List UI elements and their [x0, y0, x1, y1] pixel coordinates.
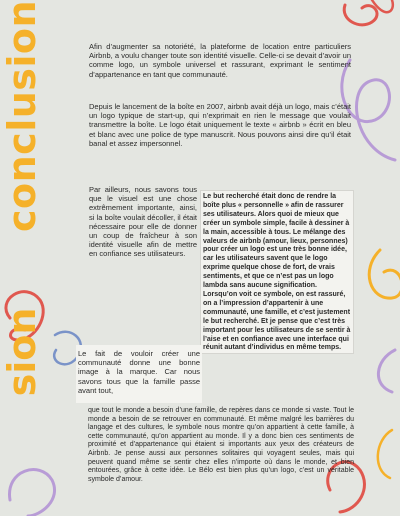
paragraph-visual: Par ailleurs, nous savons tous que le visuel est une chose extrêmement importante, ainsi, si la boîte voulait décoller, il était nécessaire pour elle de donner un coup de fraîcheur à son identité visuelle afin de mettre en confiance ses utilisateurs. — [89, 185, 197, 259]
yellow-right-doodle — [378, 430, 392, 478]
section-title: conclusion — [0, 0, 44, 232]
paragraph-goal: Le but recherché était donc de rendre la boîte plus « personnelle » afin de rassurer ses utilisateurs. Alors quoi de mieux que créer un symbole simple, facile à dessiner à la main, accessible à tous. Le mélange des valeurs de airbnb (amour, lieux, personnes) pour créer un logo est une très bonne idée, car les utilisateurs savent que le logo exprime quelque chose de fort, de vrais sentiments, et que ce n’est pas un logo lambda sans aucune signification. Lorsqu’on voit ce symbole, on est rassuré, on a l’impression d’appartenir à une communauté, une famille, et c’est justement le but recherché. Et je pense que c’est très important pour les utilisateurs de se sentir à l’aise et en confiance avec une interface qui réunit autant d’individus en même temps. — [203, 193, 351, 352]
paragraph-community: Le fait de vouloir créer une communauté donne une bonne image à la marque. Car nous savons tous que la famille passe avant tout, — [78, 349, 200, 395]
section-title-continued: sion — [0, 307, 44, 397]
red-curl-doodle — [344, 5, 377, 25]
yellow-loop-doodle — [369, 250, 400, 298]
paragraph-intro: Afin d’augmenter sa notoriété, la plateforme de location entre particuliers Airbnb, a voulu changer toute son identité visuelle. Celle-ci se devait d’avoir un comme logo, un symbole universel et rassurant, exprimant le sentiment d’appartenance en tant que communauté. — [89, 42, 351, 79]
purple-bottom-doodle — [10, 470, 55, 516]
paragraph-history: Depuis le lancement de la boîte en 2007, airbnb avait déjà un logo, mais c’était un logo typique de start-up, qui n’exprimait en rien le message que voulait transmettre la boîte. Le logo était uniquement le texte « airbnb » écrit en bleu et blanc avec une police de type manuscrit. Nous pouvons ainsi dire qu’il était banal et assez impersonnel. — [89, 102, 351, 148]
paragraph-family: que tout le monde a besoin d’une famille, de repères dans ce monde si vaste. Tout le monde a besoin de se retrouver en communauté. Et même malgré les barrières du langage et des cultures, le symbole nous montre qu’on appartient à cette famille, à cette communauté, qu’on appartient au monde. Il y a donc bien ces sentiments de proximité et d’appartenance qui étaient si importants aux yeux des créateurs de Airbnb. Je pense aussi aux personnes solitaires qui voyagent seules, mais qui peuvent quand même se sentir chez elles n’importe où dans le monde, et bien entourées, grâce à cette idée. Le Bélo est bien plus qu’un logo, c’est un véritable symbole d’amour. — [88, 407, 354, 483]
purple-curl-doodle — [378, 350, 395, 392]
